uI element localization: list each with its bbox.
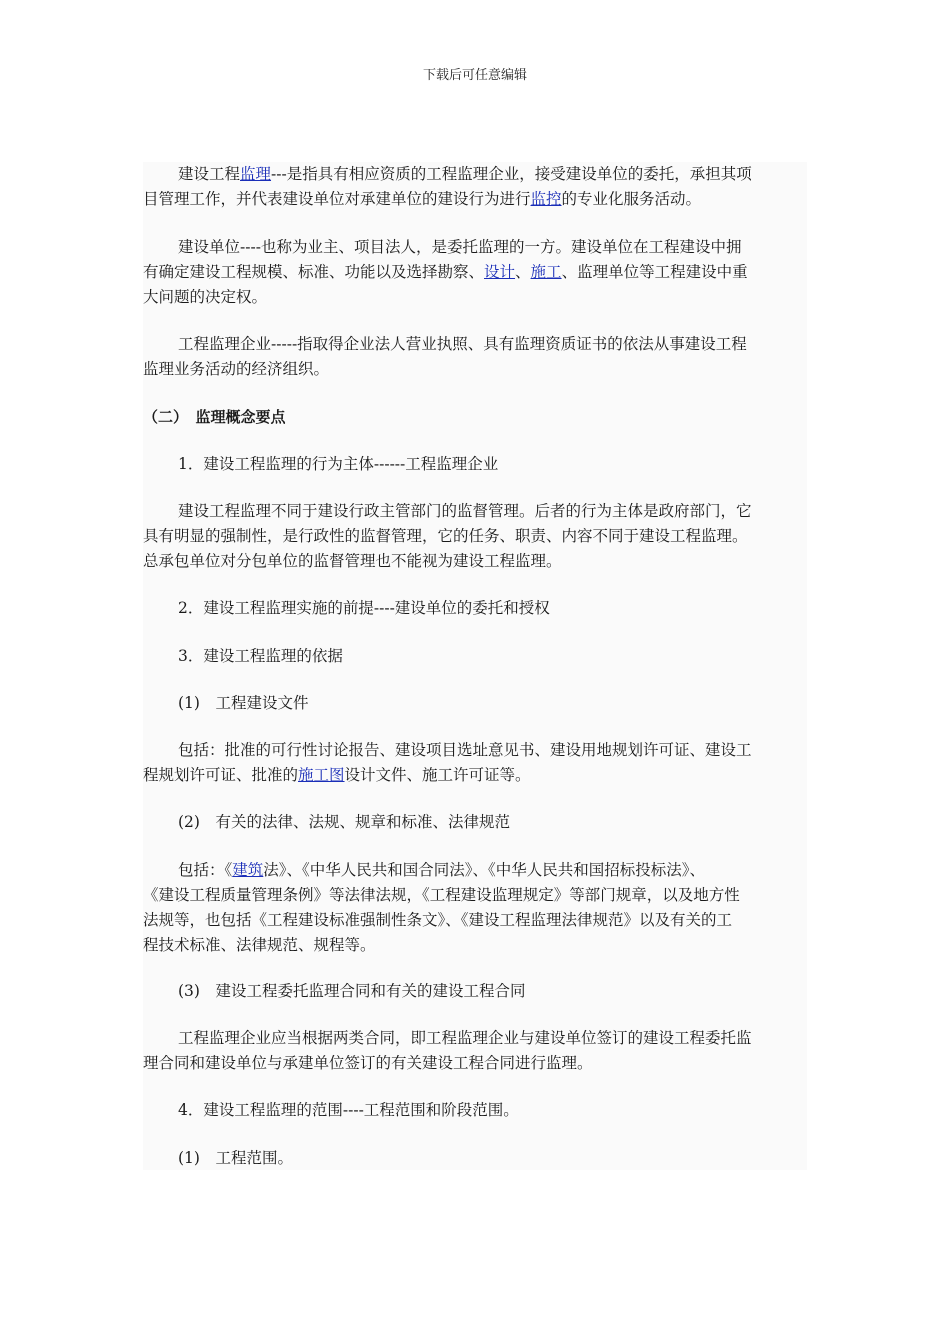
text: 、 xyxy=(515,263,531,281)
paragraph-definition-owner xyxy=(143,235,807,310)
text: 建设工程监理不同于建设行政主管部门的监督管理。后者的行为主体是政府部门，它 xyxy=(178,502,752,520)
text: 工程监理企业-----指取得企业法人营业执照、具有监理资质证书的依法从事建设工程 xyxy=(178,335,747,353)
text: 有确定建设工程规模、标准、功能以及选择勘察、 xyxy=(143,263,485,281)
text: ---是指具有相应资质的工程监理企业，接受建设单位的委托，承担其项 xyxy=(271,165,752,183)
link-sheji[interactable]: 设计 xyxy=(484,263,516,281)
sub-point-2: (2) 有关的法律、法规、规章和标准、法律规范 xyxy=(178,813,510,831)
paragraph-point-1-detail xyxy=(143,499,807,574)
document-body xyxy=(143,162,807,1170)
text: 法规等，也包括《工程建设标准强制性条文》、《建设工程监理法律规范》以及有关的工 xyxy=(143,911,733,929)
text: 、监理单位等工程建设中重 xyxy=(561,263,748,281)
link-jianzhu[interactable]: 建筑 xyxy=(232,861,264,879)
text: 工程监理企业应当根据两类合同，即工程监理企业与建设单位签订的建设工程委托监 xyxy=(178,1029,752,1047)
text: 《建设工程质量管理条例》等法律法规，《工程建设监理规定》等部门规章，以及地方性 xyxy=(143,886,740,904)
text: 大问题的决定权。 xyxy=(143,288,268,306)
text: 目管理工作，并代表建设单位对承建单位的建设行为进行 xyxy=(143,190,531,208)
paragraph-sub-point-3-detail xyxy=(143,1026,807,1076)
text: 总承包单位对分包单位的监督管理也不能视为建设工程监理。 xyxy=(143,552,562,570)
text: 包括：《 xyxy=(178,861,233,879)
text: 监理业务活动的经济组织。 xyxy=(143,360,330,378)
section-heading: （二） 监理概念要点 xyxy=(143,408,286,426)
text: 程技术标准、法律规范、规程等。 xyxy=(143,936,376,954)
point-3: 3．建设工程监理的依据 xyxy=(178,647,343,665)
paragraph-sub-point-2-detail xyxy=(143,858,807,958)
point-4: 4．建设工程监理的范围----工程范围和阶段范围。 xyxy=(178,1101,519,1119)
sub-point-4-1: (1) 工程范围。 xyxy=(178,1149,293,1167)
sub-point-3: (3) 建设工程委托监理合同和有关的建设工程合同 xyxy=(178,982,526,1000)
text: 程规划许可证、批准的 xyxy=(143,766,299,784)
link-shigongtu[interactable]: 施工图 xyxy=(298,766,345,784)
text: 建设工程 xyxy=(178,165,241,183)
text: 包括：批准的可行性讨论报告、建设项目选址意见书、建设用地规划许可证、建设工 xyxy=(178,741,752,759)
text: 理合同和建设单位与承建单位签订的有关建设工程合同进行监理。 xyxy=(143,1054,593,1072)
link-jianli[interactable]: 监理 xyxy=(240,165,272,183)
point-2: 2．建设工程监理实施的前提----建设单位的委托和授权 xyxy=(178,599,550,617)
paragraph-definition-enterprise xyxy=(143,332,807,382)
page-header: 下载后可任意编辑 xyxy=(422,68,527,83)
text: 具有明显的强制性，是行政性的监督管理，它的任务、职责、内容不同于建设工程监理。 xyxy=(143,527,748,545)
text: 建设单位----也称为业主、项目法人，是委托监理的一方。建设单位在工程建设中拥 xyxy=(178,238,742,256)
text: 的专业化服务活动。 xyxy=(561,190,702,208)
link-jiankong[interactable]: 监控 xyxy=(530,190,562,208)
paragraph-definition-supervision xyxy=(143,162,807,212)
sub-point-1: (1) 工程建设文件 xyxy=(178,694,309,712)
point-1: 1．建设工程监理的行为主体------工程监理企业 xyxy=(178,455,499,473)
paragraph-sub-point-1-detail xyxy=(143,738,807,788)
text: 设计文件、施工许可证等。 xyxy=(344,766,531,784)
link-shigong[interactable]: 施工 xyxy=(530,263,562,281)
text: 法》、《中华人民共和国合同法》、《中华人民共和国招标投标法》、 xyxy=(263,861,706,879)
